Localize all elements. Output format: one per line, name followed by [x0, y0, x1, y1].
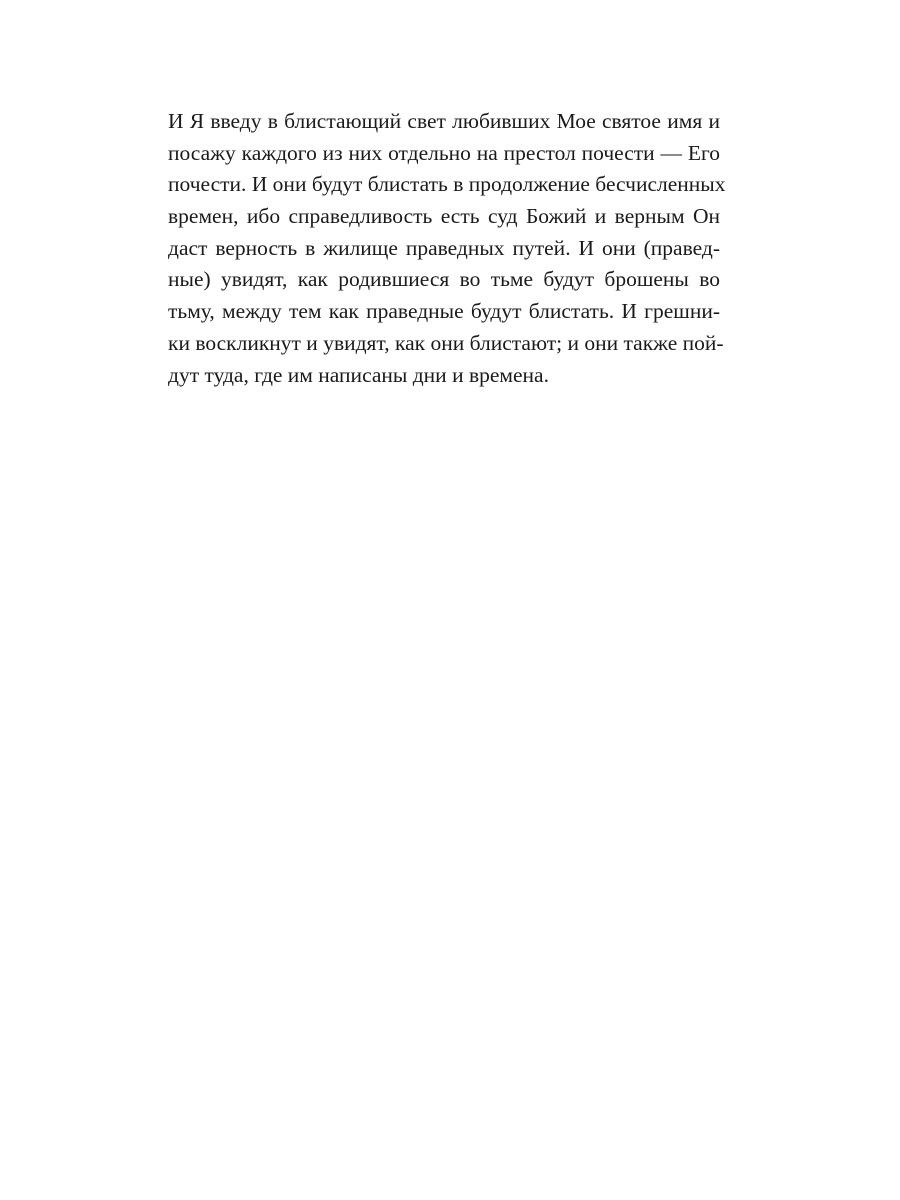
text-line: ные) увидят, как родившиеся во тьме будут брошены во — [168, 267, 720, 292]
body-paragraph — [168, 106, 726, 391]
text-line: тьму, между тем как праведные будут блистать. И грешни- — [168, 299, 720, 324]
text-line: посажу каждого из них отдельно на престол почести — Его — [168, 140, 720, 165]
text-line: ки воскликнут и увидят, как они блистают; и они также пой- — [168, 330, 724, 355]
text-line: почести. И они будут блистать в продолжение бесчисленных — [168, 172, 726, 197]
text-line: И Я введу в блистающий свет любивших Мое святое имя и — [168, 109, 720, 133]
text-line: времен, ибо справедливость есть суд Божий и верным Он — [168, 204, 720, 229]
text-line: дут туда, где им написаны дни и времена. — [168, 362, 549, 387]
text-line: даст верность в жилище праведных путей. И они (правед- — [168, 235, 720, 260]
